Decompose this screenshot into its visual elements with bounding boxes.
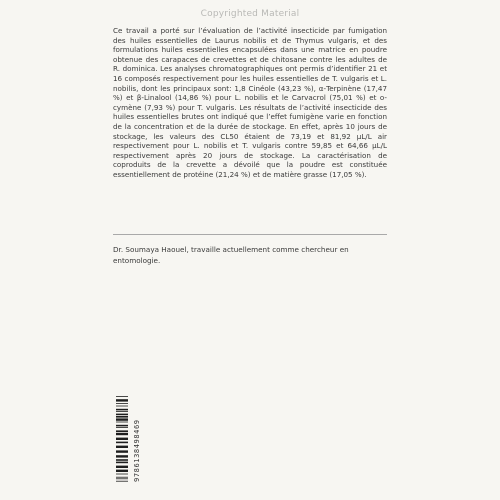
- barcode-bar: [116, 427, 128, 428]
- barcode-bar: [116, 446, 128, 448]
- barcode-bar: [116, 430, 128, 432]
- barcode-bar: [116, 416, 128, 418]
- barcode-bar: [116, 422, 128, 423]
- barcode-bar: [116, 418, 128, 420]
- copyright-stamp: Copyrighted Material: [200, 9, 300, 19]
- barcode-bar: [116, 406, 128, 407]
- barcode-bar: [116, 459, 128, 461]
- barcode-image: [116, 396, 128, 482]
- abstract-text: Ce travail a porté sur l’évaluation de l’activité insecticide par fumigation des huiles essentielles de Laurus nobilis et de Thymus vulgaris, et des formulations huiles essentielles encapsulées dans une matrice en poudre obtenue des carapaces de crevettes et de chitosane contre les adultes de R. dominica. Les analyses chromatographiques ont permis d’identifier 21 et 16 composés respectivement pour les huiles essentielles de T. vulgaris et L. nobilis, dont les principaux sont: 1,8 Cinéole (43,23 %), α-Terpinène (17,47 %) et β-Linalool (14,86 %) pour L. nobilis et le Carvacrol (75,01 %) et o-cymène (7,93 %) pour T. vulgaris. Les résultats de l’activité insecticide des huiles essentielles brutes ont indiqué que l’effet fumigène varie en fonction de la concentration et de la durée de stockage. En effet, après 10 jours de stockage, les valeurs des CL50 étaient de 73,19 et 81,92 µL/L air respectivement pour L. nobilis et T. vulgaris contre 59,85 et 64,66 µL/L respectivement après 20 jours de stockage. La caractérisation de coproduits de la crevette a dévoilé que la poudre est constituée essentiellement de protéine (21,24 %) et de matière grasse (17,05 %).: [113, 26, 387, 179]
- barcode-bar: [116, 474, 128, 475]
- barcode-bar: [116, 425, 128, 427]
- author-bio: Dr. Soumaya Haouel, travaille actuellement comme chercheur en entomologie.: [113, 245, 349, 265]
- barcode-bar: [116, 396, 128, 397]
- barcode-bar: [116, 403, 128, 404]
- barcode-bar: [116, 470, 128, 472]
- barcode-bar: [116, 442, 128, 444]
- barcode-bar: [116, 462, 128, 464]
- barcode-bar: [116, 414, 128, 416]
- barcode-bar: [116, 481, 128, 482]
- barcode: [116, 396, 128, 482]
- barcode-bar: [116, 466, 128, 468]
- barcode-bar: [116, 433, 128, 435]
- barcode-bar: [116, 409, 128, 411]
- barcode-bar: [116, 478, 128, 479]
- barcode-bar: [116, 450, 128, 452]
- isbn-number: 9786138498469: [133, 419, 141, 482]
- barcode-bar: [116, 477, 128, 478]
- divider: [113, 234, 387, 235]
- barcode-bar: [116, 411, 128, 412]
- barcode-bar: [116, 399, 128, 401]
- barcode-bar: [116, 455, 128, 457]
- barcode-bar: [116, 438, 128, 440]
